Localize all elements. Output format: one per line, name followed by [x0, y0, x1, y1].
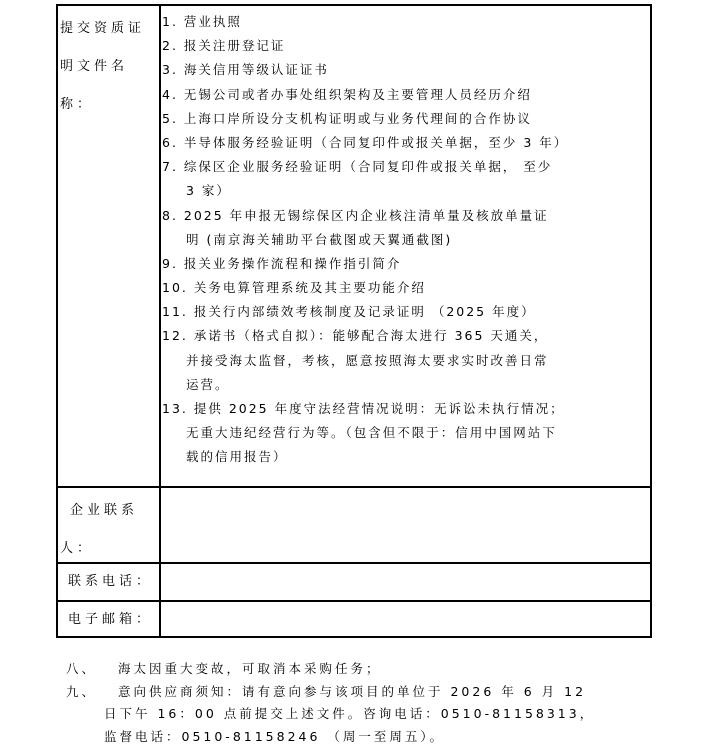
- document-item: 12. 承诺书（格式自拟）：能够配合海太进行 365 天通关，: [162, 328, 549, 344]
- note-continuation: 日下午 16：00 点前提交上述文件。咨询电话：0510-81158313，: [104, 706, 596, 721]
- document-item: 8. 2025 年申报无锡综保区内企业核注清单量及核放单量证: [162, 207, 549, 223]
- documents-label-line: 提交资质证: [60, 21, 146, 36]
- notes-section: [66, 658, 595, 748]
- document-item: 6. 半导体服务经验证明（合同复印件或报关单据，至少 3 年）: [162, 134, 569, 150]
- document-item: 13. 提供 2025 年度守法经营情况说明：无诉讼未执行情况；: [162, 401, 565, 416]
- documents-label-line: 明文件名: [60, 59, 129, 74]
- note-number: 八、: [66, 661, 98, 676]
- contact-person-field[interactable]: [162, 488, 650, 560]
- document-item: 7. 综保区企业服务经验证明（合同复印件或报关单据， 至少: [162, 159, 553, 175]
- email-label: 电子邮箱：: [68, 612, 154, 627]
- documents-label-line: 称：: [60, 97, 95, 112]
- contact-person-label-line: 人：: [60, 541, 95, 556]
- document-item-continuation: 3 家）: [186, 183, 231, 199]
- contact-person-label-line: 企业联系: [70, 503, 139, 518]
- document-item: 11. 报关行内部绩效考核制度及记录证明 （2025 年度）: [162, 304, 536, 320]
- document-item-continuation: 明 (南京海关辅助平台截图或天翼通截图): [186, 231, 453, 247]
- note-item: [66, 658, 595, 681]
- note-continuation: 监督电话：0510-81158246 （周一至周五）。: [104, 728, 446, 744]
- column-divider: [159, 6, 161, 636]
- document-item: 9. 报关业务操作流程和操作指引简介: [162, 255, 402, 271]
- document-item: 4. 无锡公司或者办事处组织架构及主要管理人员经历介绍: [162, 86, 532, 102]
- document-item-continuation: 无重大违纪经营行为等。（包含但不限于：信用中国网站下: [186, 425, 557, 441]
- document-item-continuation: 并接受海太监督，考核，愿意按照海太要求实时改善日常: [186, 352, 549, 368]
- note-text: 意向供应商须知：请有意向参与该项目的单位于 2026 年 6 月 12: [118, 683, 587, 699]
- document-item: 3. 海关信用等级认证证书: [162, 62, 329, 78]
- note-item: [66, 681, 595, 704]
- document-item: 5. 上海口岸所设分支机构证明或与业务代理间的合作协议: [162, 110, 532, 126]
- document-item-continuation: 载的信用报告）: [186, 449, 288, 465]
- documents-list: [162, 10, 652, 470]
- note-number: 九、: [66, 683, 98, 699]
- document-item-continuation: 运营。: [186, 376, 230, 392]
- documents-label: [60, 10, 145, 124]
- document-item: 10. 关务电算管理系统及其主要功能介绍: [162, 280, 426, 296]
- phone-label: 联系电话：: [68, 574, 154, 589]
- contact-person-label: [60, 492, 139, 568]
- phone-field[interactable]: [162, 564, 650, 600]
- document-item: 1. 营业执照: [162, 14, 242, 29]
- qualification-form-table: [56, 4, 652, 638]
- note-text: 海太因重大变故，可取消本采购任务；: [118, 661, 382, 676]
- email-field[interactable]: [162, 602, 650, 636]
- document-item: 2. 报关注册登记证: [162, 38, 286, 54]
